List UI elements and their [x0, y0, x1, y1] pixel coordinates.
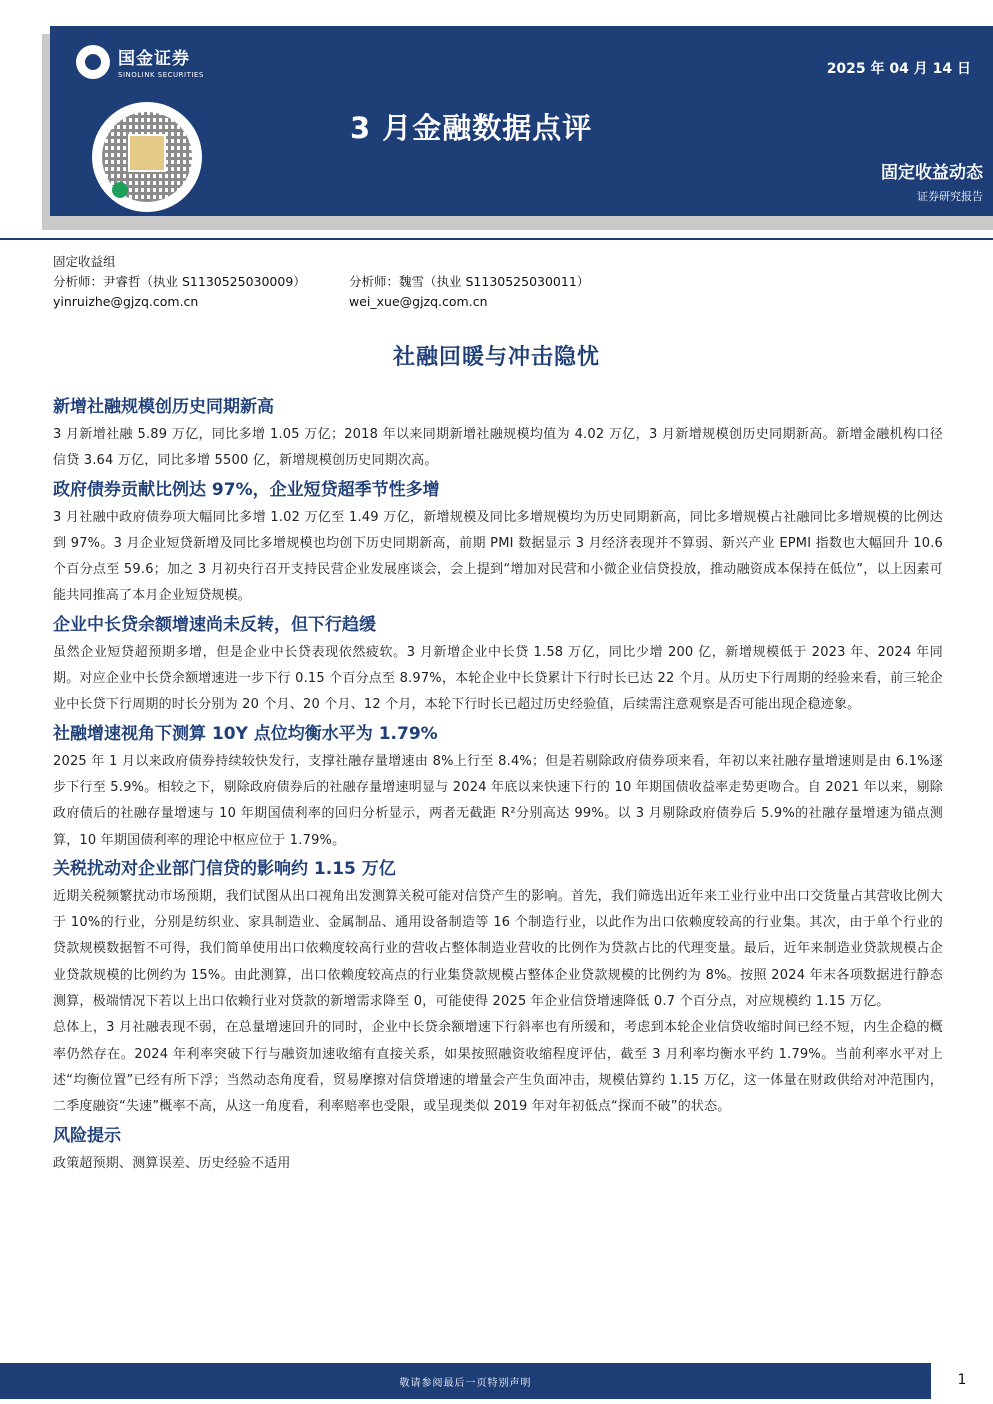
section-title: 社融增速视角下测算 10Y 点位均衡水平为 1.79%: [53, 723, 438, 744]
logo-name-cn: 国金证券: [118, 49, 190, 69]
footer-bar: [0, 1363, 931, 1399]
section-title: 关税扰动对企业部门信贷的影响约 1.15 万亿: [53, 858, 396, 879]
section-paragraph: 虽然企业短贷超预期多增，但是企业中长贷表现依然疲软。3 月新增企业中长贷 1.58 万亿，同比少增 200 亿，新增规模低于 2023 年、2024 年同期。对应企业中长贷余额增速进一步下行 0.15 个百分点至 8.97%，本轮企业中长贷累计下行时长已达 22 个月。从历史下行周期的经验来看，前三轮企业中长贷下行周期的时长分别为 20 个月、20 个月、12 个月，本轮下行时长已超过历史经验值，后续需注意观察是否可能出现企稳迹象。: [53, 644, 943, 713]
report-type: 固定收益动态: [881, 163, 983, 183]
analyst-2-email[interactable]: wei_xue@gjzq.com.cn: [349, 294, 488, 309]
section-title: 政府债券贡献比例达 97%，企业短贷超季节性多增: [53, 479, 440, 500]
report-body: [53, 392, 943, 1177]
section-paragraph: 2025 年 1 月以来政府债券持续较快发行，支撑社融存量增速由 8%上行至 8.4%；但是若剔除政府债券项来看，年初以来社融存量增速则是由 6.1%逐步下行至 5.9%。相较之下，剔除政府债券后的社融存量增速明显与 2024 年底以来快速下行的 10 年期国债收益率走势更吻合。自 2021 年以来，剔除政府债后的社融存量增速与 10 年期国债利率的回归分析显示，两者无截距 R²分别高达 99%。以 3 月剔除政府债券后 5.9%的社融存量增速为锚点测算，10 年期国债利率的理论中枢应位于 1.79%。: [53, 753, 943, 848]
author-block: [53, 252, 590, 312]
analyst-1-email[interactable]: yinruizhe@gjzq.com.cn: [53, 294, 199, 309]
section-title: 新增社融规模创历史同期新高: [53, 397, 274, 417]
section-paragraph: 近期关税频繁扰动市场预期，我们试图从出口视角出发测算关税可能对信贷产生的影响。首先，我们筛选出近年来工业行业中出口交货量占其营收比例大于 10%的行业，分别是纺织业、家具制造业、金属制品、通用设备制造等 16 个制造行业，以此作为出口依赖度较高的行业集。其次，由于单个行业的贷款规模数据暂不可得，我们简单使用出口依赖度较高行业的营收占整体制造业营收的比例作为贷款占比的代理变量。最后，近年来制造业贷款规模占企业贷款规模的比例约为 15%。由此测算，出口依赖度较高点的行业集贷款规模占整体企业贷款规模的比例约为 8%。按照 2024 年末各项数据进行静态测算，极端情况下若以上出口依赖行业对贷款的新增需求降至 0，可能使得 2025 年企业信贷增速降低 0.7 个百分点，对应规模约 1.15 万亿。: [53, 888, 943, 1010]
qr-code-icon: [92, 102, 202, 212]
analyst-2: 分析师：魏雪（执业 S1130525030011）: [349, 274, 590, 289]
report-date: 2025 年 04 月 14 日: [826, 61, 971, 77]
page-number: 1: [957, 1372, 967, 1388]
section-paragraph: 3 月社融中政府债券项大幅同比多增 1.02 万亿至 1.49 万亿，新增规模及同比多增规模均为历史同期新高，同比多增规模占社融同比多增规模的比例达到 97%。3 月企业短贷新增及同比多增规模也均创下历史同期新高，前期 PMI 数据显示 3 月经济表现并不算弱、新兴产业 EPMI 指数也大幅回升 10.6 个百分点至 59.6；加之 3 月初央行召开支持民营企业发展座谈会，会上提到“增加对民营和小微企业信贷投放，推动融资成本保持在低位”，以上因素可能共同推高了本月企业短贷规模。: [53, 509, 943, 604]
section-paragraph: 3 月新增社融 5.89 万亿，同比多增 1.05 万亿；2018 年以来同期新增社融规模均值为 4.02 万亿，3 月新增规模创历史同期新高。新增金融机构口径信贷 3.64 万亿，同比多增 5500 亿，新增规模创历史同期次高。: [53, 427, 943, 469]
report-title: 3 月金融数据点评: [350, 111, 593, 145]
section-title-risk: 风险提示: [53, 1125, 121, 1146]
risk-paragraph: 政策超预期、测算误差、历史经验不适用: [53, 1155, 291, 1171]
logo-name-en: SINOLINK SECURITIES: [118, 71, 204, 79]
section-title: 企业中长贷余额增速尚未反转，但下行趋缓: [53, 614, 376, 635]
analyst-1: 分析师：尹睿哲（执业 S1130525030009）: [53, 274, 306, 289]
section-paragraph: 总体上，3 月社融表现不弱，在总量增速回升的同时，企业中长贷余额增速下行斜率也有所缓和，考虑到本轮企业信贷收缩时间已经不短，内生企稳的概率仍然存在。2024 年利率突破下行与融资加速收缩有直接关系，如果按照融资收缩程度评估，截至 3 月利率均衡水平约 1.79%。当前利率水平对上述“均衡位置”已经有所下浮；当然动态角度看，贸易摩擦对信贷增速的增量会产生负面冲击，规模估算约 1.15 万亿，这一体量在财政供给对冲范围内，二季度融资“失速”概率不高，从这一角度看，利率赔率也受限，或呈现类似 2019 年对年初低点“探而不破”的状态。: [53, 1020, 943, 1115]
article-title: 社融回暖与冲击隐忧: [392, 345, 600, 370]
footer-disclaimer-link[interactable]: 敬请参阅最后一页特别声明: [399, 1378, 532, 1389]
logo-icon: [76, 45, 110, 79]
research-group: 固定收益组: [53, 254, 116, 269]
report-subtype: 证券研究报告: [917, 190, 983, 203]
company-logo: [76, 44, 204, 79]
header-banner: [50, 26, 993, 216]
header-divider: [0, 238, 993, 240]
